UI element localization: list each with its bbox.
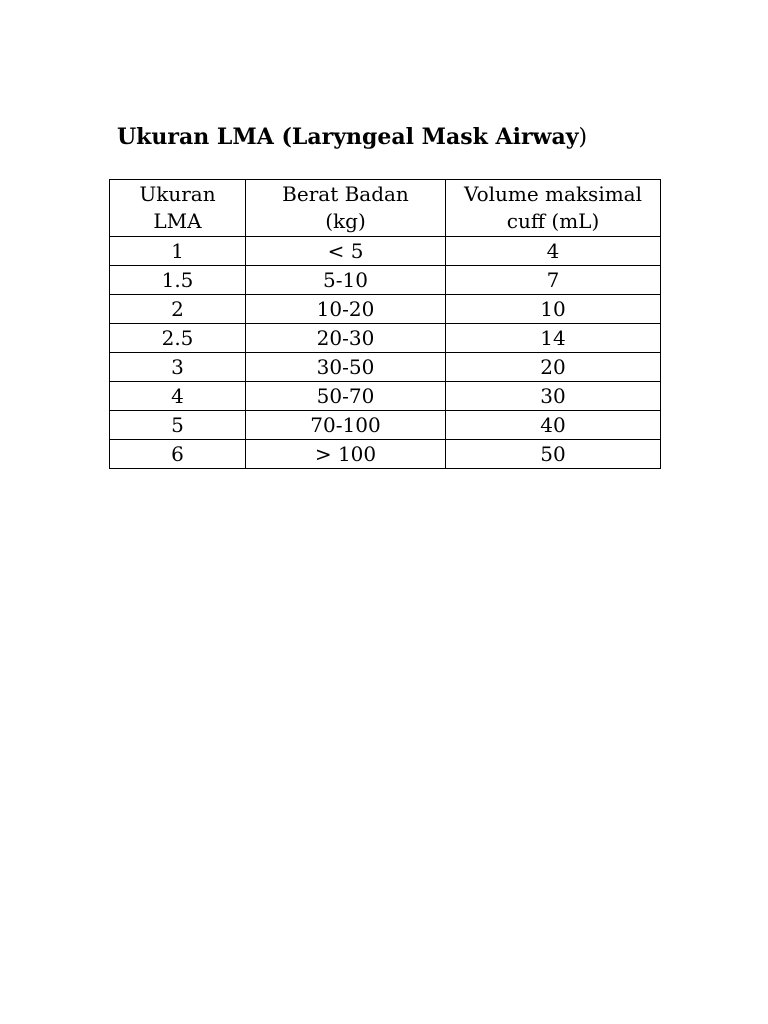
cell-cuff-volume: 4 [446,237,661,266]
document-title [117,122,587,153]
cell-cuff-volume: 7 [446,266,661,295]
header-body-weight [246,180,446,237]
cell-cuff-volume: 10 [446,295,661,324]
cell-lma-size: 3 [110,353,246,382]
cell-lma-size: 2 [110,295,246,324]
table-row [110,440,661,469]
table-row [110,411,661,440]
header-body-weight-line1: Berat Badan [282,182,409,206]
cell-body-weight: 10-20 [246,295,446,324]
cell-lma-size: 2.5 [110,324,246,353]
cell-body-weight: 70-100 [246,411,446,440]
table-header-row [110,180,661,237]
table-row [110,353,661,382]
cell-cuff-volume: 40 [446,411,661,440]
table-row [110,324,661,353]
cell-cuff-volume: 30 [446,382,661,411]
cell-lma-size: 6 [110,440,246,469]
cell-lma-size: 1 [110,237,246,266]
cell-lma-size: 1.5 [110,266,246,295]
header-cuff-volume-line2: cuff (mL) [506,209,600,233]
cell-body-weight: 30-50 [246,353,446,382]
header-lma-size [110,180,246,237]
cell-body-weight: 5-10 [246,266,446,295]
cell-cuff-volume: 20 [446,353,661,382]
cell-body-weight: < 5 [246,237,446,266]
header-lma-size-line1: Ukuran [139,182,216,206]
table-row [110,266,661,295]
cell-body-weight: > 100 [246,440,446,469]
table-row [110,295,661,324]
cell-cuff-volume: 50 [446,440,661,469]
header-cuff-volume-line1: Volume maksimal [463,182,643,206]
table-row [110,382,661,411]
cell-lma-size: 5 [110,411,246,440]
header-cuff-volume [446,180,661,237]
cell-body-weight: 20-30 [246,324,446,353]
cell-cuff-volume: 14 [446,324,661,353]
header-body-weight-line2: (kg) [325,209,366,233]
document-title-main: Ukuran LMA (Laryngeal Mask Airway [117,124,579,150]
header-lma-size-line2: LMA [153,209,202,233]
cell-lma-size: 4 [110,382,246,411]
table-row [110,237,661,266]
document-title-tail: ) [578,125,588,150]
cell-body-weight: 50-70 [246,382,446,411]
lma-size-table [109,179,661,469]
